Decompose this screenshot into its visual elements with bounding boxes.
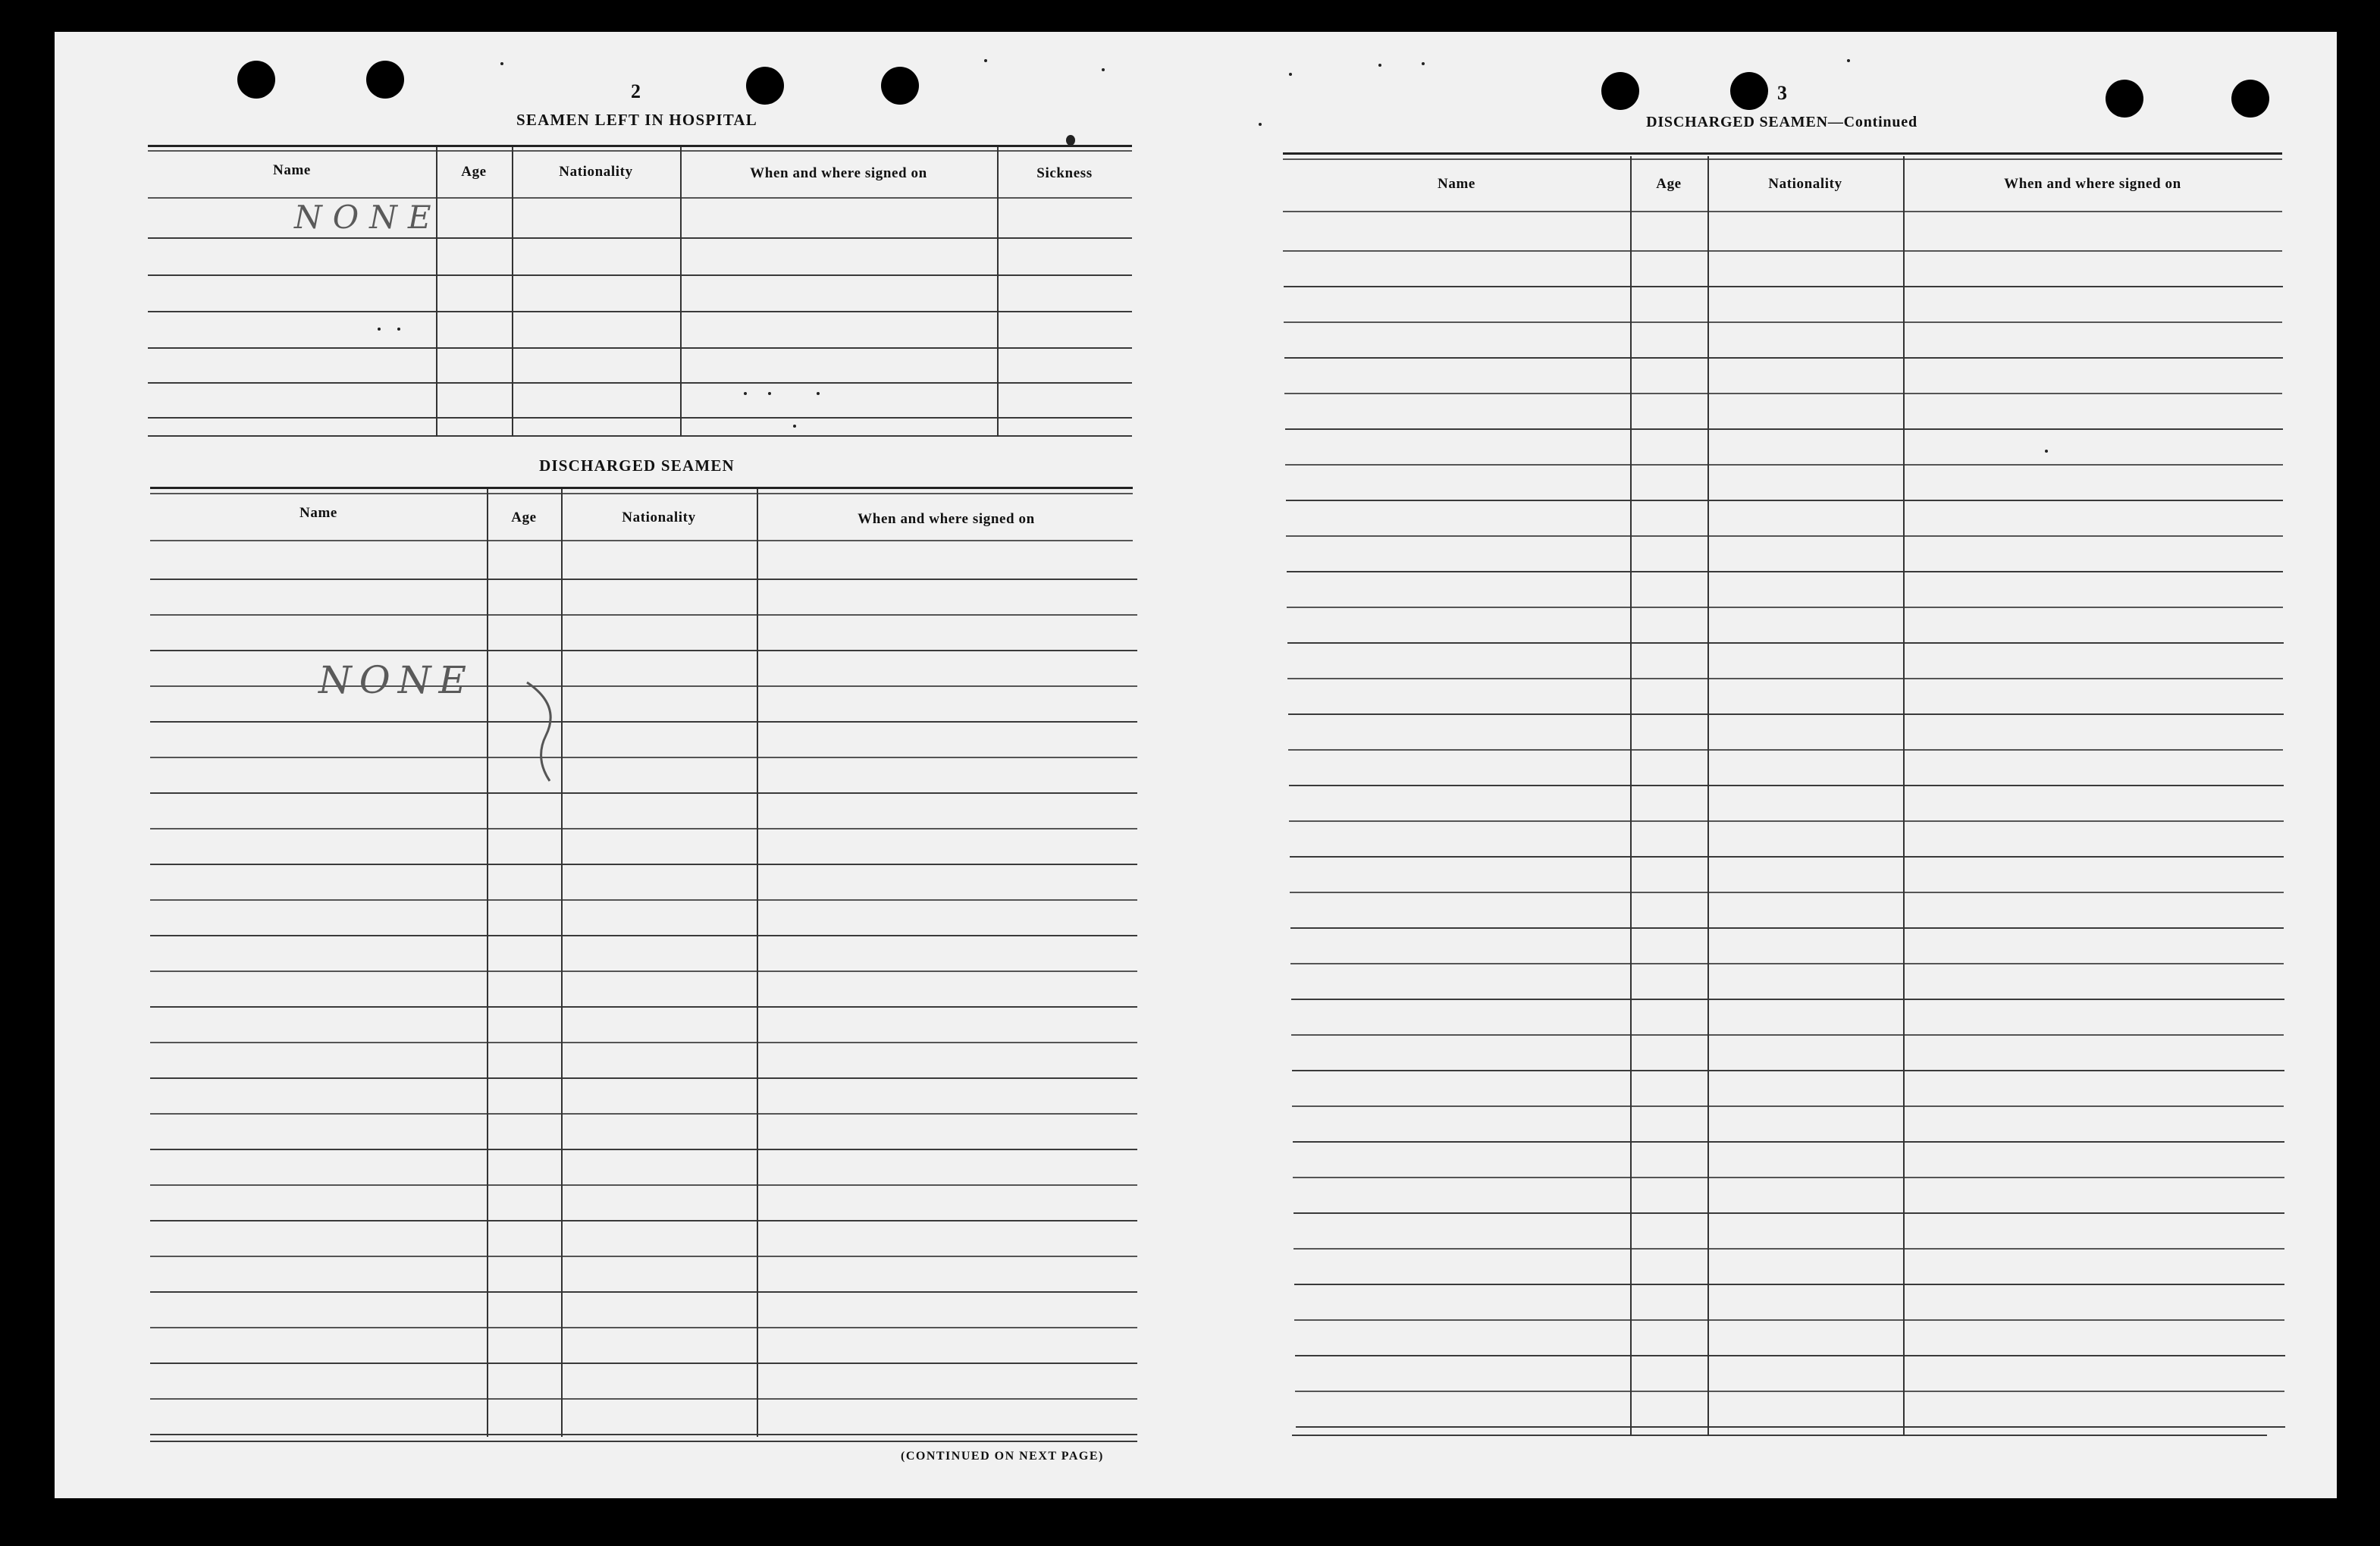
- rule: [148, 347, 1132, 349]
- speck: [2045, 450, 2048, 453]
- column-divider: [1707, 156, 1709, 1436]
- table-row-rule: [1291, 999, 2284, 1000]
- continued-footer: (CONTINUED ON NEXT PAGE): [901, 1450, 1104, 1463]
- hospital-entry-handwritten: NONE: [294, 199, 442, 236]
- table-row-rule: [150, 1363, 1137, 1364]
- discharged-col-signed-on: When and where signed on: [858, 511, 1035, 527]
- right-col-nationality: Nationality: [1768, 176, 1842, 192]
- speck: [768, 392, 771, 395]
- punch-hole: [2231, 80, 2269, 118]
- table-row-rule: [150, 614, 1137, 616]
- right-col-name: Name: [1438, 176, 1475, 192]
- table-row-rule: [1287, 571, 2283, 572]
- table-row-rule: [1284, 321, 2282, 323]
- table-row-rule: [1290, 963, 2284, 964]
- speck: [378, 328, 381, 331]
- rule: [148, 311, 1132, 312]
- rule: [148, 435, 1132, 437]
- table-row-rule: [1293, 1248, 2284, 1250]
- column-divider: [1903, 156, 1905, 1436]
- hospital-col-nationality: Nationality: [559, 164, 633, 180]
- column-divider: [512, 147, 513, 437]
- column-divider: [487, 489, 488, 1437]
- discharged-col-name: Name: [299, 505, 337, 521]
- table-row-rule: [1287, 678, 2283, 679]
- rule: [148, 417, 1132, 419]
- page-number-right: 3: [1777, 82, 1787, 104]
- table-row-rule: [1287, 607, 2283, 608]
- table-row-rule: [1283, 250, 2282, 252]
- speck: [793, 425, 796, 428]
- table-row-rule: [150, 1006, 1137, 1008]
- table-row-rule: [150, 1113, 1137, 1115]
- table-row-rule: [150, 792, 1137, 794]
- speck: [1066, 135, 1075, 146]
- speck: [817, 392, 820, 395]
- speck: [500, 62, 503, 65]
- punch-hole: [1601, 72, 1639, 110]
- table-row-rule: [1291, 1034, 2284, 1036]
- rule: [148, 145, 1132, 147]
- rule: [148, 274, 1132, 276]
- speck: [1259, 123, 1262, 126]
- right-col-age: Age: [1656, 176, 1682, 192]
- speck: [397, 328, 400, 331]
- table-row-rule: [150, 579, 1137, 580]
- table-row-rule: [150, 899, 1137, 901]
- table-row-rule: [1293, 1212, 2284, 1214]
- table-row-rule: [1285, 428, 2283, 430]
- rule: [1283, 158, 2282, 160]
- discharged-entry-handwritten: NONE: [318, 658, 474, 702]
- speck: [1422, 62, 1425, 65]
- table-row-rule: [150, 1220, 1137, 1221]
- speck: [1847, 59, 1850, 62]
- discharged-col-nationality: Nationality: [622, 510, 696, 525]
- table-row-rule: [1284, 286, 2283, 287]
- right-section-title: DISCHARGED SEAMEN—Continued: [1646, 114, 1917, 130]
- column-divider: [680, 147, 682, 437]
- table-row-rule: [150, 935, 1137, 936]
- rule: [1283, 152, 2282, 155]
- table-row-rule: [1294, 1319, 2284, 1321]
- punch-hole: [1730, 72, 1768, 110]
- document-sheet: [55, 32, 2337, 1498]
- right-col-signed-on: When and where signed on: [2004, 176, 2181, 192]
- table-row-rule: [1288, 749, 2283, 751]
- hospital-col-signed-on: When and where signed on: [750, 165, 927, 181]
- table-row-rule: [1283, 211, 2282, 212]
- table-row-rule: [1289, 820, 2284, 822]
- rule: [148, 382, 1132, 384]
- discharged-col-age: Age: [511, 510, 537, 525]
- hospital-col-sickness: Sickness: [1036, 165, 1093, 181]
- table-row-rule: [150, 864, 1137, 865]
- table-row-rule: [1284, 393, 2282, 394]
- speck: [744, 392, 747, 395]
- table-row-rule: [150, 1042, 1137, 1043]
- column-divider: [1630, 156, 1632, 1436]
- table-row-rule: [1289, 785, 2284, 786]
- discharged-section-title: DISCHARGED SEAMEN: [539, 456, 735, 475]
- table-row-rule: [150, 1256, 1137, 1257]
- table-row-rule: [150, 757, 1137, 758]
- table-row-rule: [1292, 1105, 2284, 1107]
- table-row-rule: [1290, 856, 2284, 858]
- column-divider: [997, 147, 999, 437]
- punch-hole: [237, 61, 275, 99]
- table-row-rule: [150, 1398, 1137, 1400]
- speck: [1378, 64, 1381, 67]
- table-row-rule: [1296, 1426, 2285, 1428]
- table-row-rule: [150, 721, 1137, 723]
- punch-hole: [366, 61, 404, 99]
- table-row-rule: [150, 1184, 1137, 1186]
- column-divider: [757, 489, 758, 1437]
- column-divider: [561, 489, 563, 1437]
- rule: [150, 487, 1133, 489]
- hospital-col-age: Age: [461, 164, 487, 180]
- table-row-rule: [1286, 535, 2283, 537]
- punch-hole: [746, 67, 784, 105]
- table-row-rule: [150, 1077, 1137, 1079]
- handwriting-flourish: [485, 675, 576, 789]
- rule: [150, 493, 1133, 494]
- table-row-rule: [1288, 713, 2284, 715]
- table-row-rule: [150, 1441, 1137, 1442]
- speck: [1102, 68, 1105, 71]
- table-row-rule: [1295, 1355, 2285, 1356]
- table-row-rule: [1290, 892, 2284, 893]
- table-row-rule: [150, 828, 1137, 829]
- page-number-left: 2: [631, 80, 641, 102]
- table-row-rule: [150, 1291, 1137, 1293]
- table-row-rule: [150, 685, 1137, 687]
- hospital-section-title: SEAMEN LEFT IN HOSPITAL: [516, 111, 757, 129]
- table-row-rule: [1293, 1141, 2284, 1143]
- table-row-rule: [1292, 1435, 2267, 1436]
- hospital-col-name: Name: [273, 162, 311, 178]
- table-row-rule: [150, 971, 1137, 972]
- punch-hole: [2106, 80, 2143, 118]
- speck: [984, 59, 987, 62]
- table-row-rule: [150, 650, 1137, 651]
- table-row-rule: [1294, 1284, 2284, 1285]
- table-row-rule: [1286, 500, 2283, 501]
- rule: [148, 150, 1132, 152]
- table-row-rule: [1285, 464, 2283, 466]
- speck: [1289, 73, 1292, 76]
- rule: [148, 237, 1132, 239]
- table-row-rule: [1292, 1070, 2284, 1071]
- punch-hole: [881, 67, 919, 105]
- table-row-rule: [1293, 1177, 2284, 1178]
- table-row-rule: [150, 540, 1133, 541]
- table-row-rule: [150, 1327, 1137, 1328]
- table-row-rule: [1290, 927, 2284, 929]
- column-divider: [436, 147, 437, 437]
- table-row-rule: [1287, 642, 2284, 644]
- table-row-rule: [150, 1434, 1137, 1435]
- table-row-rule: [1284, 357, 2283, 359]
- table-row-rule: [1295, 1391, 2284, 1392]
- table-row-rule: [150, 1149, 1137, 1150]
